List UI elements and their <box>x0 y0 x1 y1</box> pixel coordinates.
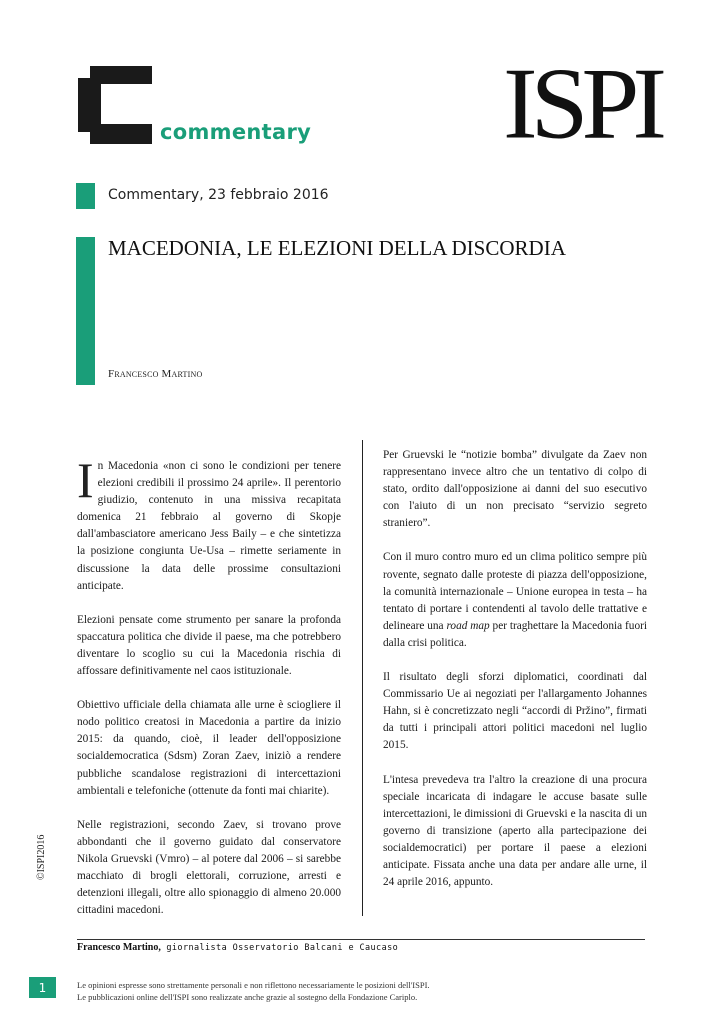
footer-author-note <box>77 942 398 953</box>
disclaimer <box>77 980 430 1003</box>
paragraph: Il risultato degli sforzi diplomatici, coordinati dal Commissario Ue ai negoziati per l'allargamento Johannes Hahn, si è concretizzato negli “accordi di Pržino”, firmati da tutti i principali attori politici macedoni nel luglio 2015. <box>383 671 647 752</box>
commentary-logo-corner <box>78 66 90 78</box>
commentary-logo-word: commentary <box>160 120 312 144</box>
publication-date-line: Commentary, 23 febbraio 2016 <box>108 187 329 203</box>
footer-rule <box>77 939 645 940</box>
right-column <box>383 447 647 908</box>
article-title: MACEDONIA, LE ELEZIONI DELLA DISCORDIA <box>108 236 566 260</box>
left-column <box>77 452 341 936</box>
ispi-logo: ISPI <box>503 47 660 160</box>
paragraph: Obiettivo ufficiale della chiamata alle urne è sciogliere il nodo politico creatosi in Macedonia a partire da inizio 2015: da quando, cioè, il leader dell'opposizione socialdemocratica (Sdsm) Zoran Zaev, iniziò a rendere pubbliche scandalose registrazioni di intercettazioni ambientali e telefoniche (ottenute da fonti mai chiarite). <box>77 699 341 797</box>
emphasis-road-map: road map <box>446 619 490 632</box>
page-number: 1 <box>29 977 56 998</box>
paragraph: In Macedonia «non ci sono le condizioni per tenere elezioni credibili il prossimo 24 aprile». Il perentorio giudizio, contenuto in una missiva recapitata domenica 21 febbraio al governo di Skopje dall'ambasciatore americano Jess Baily – e che sintetizza la posizione congiunta Ue-Usa – rimette seriamente in discussione la data delle prossime consultazioni anticipate. <box>77 452 341 592</box>
meta-accent-bar <box>76 183 95 209</box>
paragraph: Con il muro contro muro ed un clima politico sempre più rovente, segnato dalle proteste di piazza dell'opposizione, la comunità internazionale – Unione europea in testa – ha tentato di portare i contendenti al tavolo delle trattative e delineare una road map per traghettare la Macedonia fuori dalla crisi politica. <box>383 551 648 649</box>
footer-author-affiliation: giornalista Osservatorio Balcani e Caucaso <box>160 943 399 953</box>
drop-cap: I <box>77 452 94 508</box>
commentary-logo-corner-bottom <box>78 132 90 144</box>
title-accent-bar <box>76 237 95 385</box>
disclaimer-line: Le pubblicazioni online dell'ISPI sono realizzate anche grazie al sostegno della Fondazione Cariplo. <box>77 991 418 1002</box>
paragraph: L'intesa prevedeva tra l'altro la creazione di una procura speciale incaricata di indagare le accuse basate sulle intercettazioni, le dimissioni di Gruevski e la nascita di un governo di transizione (aperto alla partecipazione dei socialdemocratici) per portare il paese a elezioni anticipate. Fissata anche una data per andare alle urne, il 24 aprile 2016, appunto. <box>383 773 647 889</box>
paragraph: Elezioni pensate come strumento per sanare la profonda spaccatura politica che divide il paese, ma che potrebbero diventare lo scoglio su cui la Macedonia rischia di affossare definitivamente nel caos istituzionale. <box>77 613 341 678</box>
article-author: Francesco Martino <box>108 368 203 380</box>
paragraph: Per Gruevski le “notizie bomba” divulgate da Zaev non rappresentano invece altro che un tentativo di colpo di stato, ordito dall'opposizione ai danni del suo esecutivo con l'aiuto di un non precisato “servizio segreto straniero”. <box>383 449 647 530</box>
footer-author-name: Francesco Martino, <box>77 942 161 953</box>
side-copyright: ©ISPI2016 <box>36 834 47 880</box>
paragraph: Nelle registrazioni, secondo Zaev, si trovano prove abbondanti che il governo guidato dal conservatore Nikola Gruevski (Vmro) – al potere dal 2006 – si sarebbe macchiato di brogli elettorali, corruzione, arresti e detenzioni illegali, oltre allo spionaggio di almeno 20.000 cittadini macedoni. <box>77 818 341 917</box>
column-divider <box>362 440 363 916</box>
commentary-logo-mark-inner <box>101 84 152 124</box>
disclaimer-line: Le opinioni espresse sono strettamente personali e non riflettono necessariamente le posizioni dell'ISPI. <box>77 980 430 990</box>
